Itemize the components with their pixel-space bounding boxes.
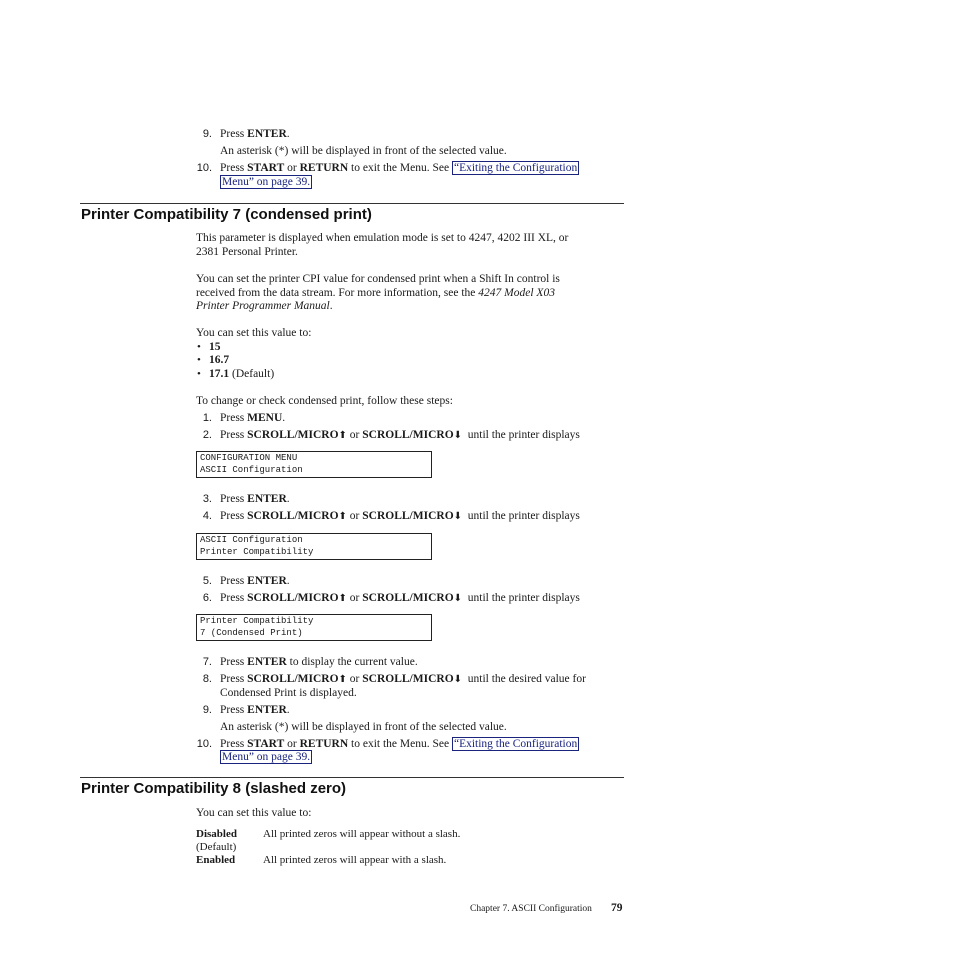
text-part: or: [346, 429, 363, 441]
key-name: ENTER: [247, 704, 287, 716]
display-line: ASCII Configuration: [200, 465, 303, 475]
text-part: or: [346, 673, 363, 685]
key-name: ENTER: [247, 656, 287, 668]
value-suffix: (Default): [229, 368, 275, 380]
definition-description: All printed zeros will appear with a slash.: [263, 854, 447, 866]
step-text: [220, 591, 580, 606]
step-text: [220, 127, 290, 141]
key-name: ENTER: [247, 575, 287, 587]
step-number: 5.: [202, 575, 212, 587]
step-text: [220, 737, 579, 751]
step-text: [220, 574, 290, 588]
step-text: [220, 703, 290, 717]
step-number: 4.: [202, 510, 212, 522]
values-intro: You can set this value to:: [196, 807, 312, 819]
step-number: 1.: [202, 412, 212, 424]
printer-display-panel: [196, 614, 432, 641]
printer-display-panel: [196, 451, 432, 478]
paragraph-line: 2381 Personal Printer.: [196, 246, 298, 258]
value-option: 17.1: [209, 368, 230, 380]
text-part: .: [286, 575, 290, 587]
text-part: Press: [220, 673, 248, 685]
definition-term-sub: (Default): [196, 841, 237, 853]
text-part: to exit the Menu. See: [348, 738, 452, 750]
paragraph-line: This parameter is displayed when emulation mode is set to 4247, 4202 III XL, or: [196, 232, 569, 244]
display-line: Printer Compatibility: [200, 547, 314, 557]
text-part: .: [286, 493, 290, 505]
text-part: Press: [220, 575, 248, 587]
step-text: [220, 509, 580, 524]
text-part: .: [282, 412, 286, 424]
term-name: Enabled: [196, 854, 236, 866]
step-number: 10.: [196, 738, 212, 750]
key-name: START: [247, 738, 285, 750]
key-name: SCROLL/MICRO: [362, 429, 454, 441]
up-arrow-icon: ⬆: [338, 511, 347, 522]
cross-reference-link[interactable]: [220, 175, 312, 189]
text-part: to display the current value.: [286, 656, 418, 668]
key-name: SCROLL/MICRO: [362, 673, 454, 685]
display-line: CONFIGURATION MENU: [200, 453, 298, 463]
text-part: until the printer displays: [467, 429, 580, 441]
text-part: Press: [220, 704, 248, 716]
link-text: Menu” on page 39: [222, 751, 308, 763]
bullet-item: [209, 353, 229, 367]
text-part: until the printer displays: [467, 592, 580, 604]
down-arrow-icon: ⬇: [453, 593, 463, 604]
key-name: RETURN: [299, 162, 349, 174]
step-text-continuation: Condensed Print is displayed.: [220, 687, 357, 699]
step-number: 6.: [202, 592, 212, 604]
step-text: [220, 655, 418, 669]
step-text: [220, 492, 290, 506]
section-heading: Printer Compatibility 7 (condensed print): [81, 206, 372, 223]
display-line: ASCII Configuration: [200, 535, 303, 545]
down-arrow-icon: ⬇: [453, 511, 463, 522]
step-note: An asterisk (*) will be displayed in front of the selected value.: [220, 721, 507, 733]
text-part: Press: [220, 493, 248, 505]
book-title: 4247 Model X03: [478, 287, 555, 299]
up-arrow-icon: ⬆: [338, 593, 347, 604]
bullet-item: [209, 340, 221, 354]
key-name: ENTER: [247, 493, 287, 505]
key-name: SCROLL/MICRO: [362, 510, 454, 522]
text-part: Press: [220, 656, 248, 668]
footer-chapter: Chapter 7. ASCII Configuration: [470, 904, 592, 914]
key-name: SCROLL/MICRO: [247, 510, 339, 522]
value-option: 15: [209, 341, 221, 353]
down-arrow-icon: ⬇: [453, 430, 463, 441]
step-text-continuation: [220, 750, 312, 764]
text-part: or: [284, 738, 300, 750]
step-text-part: .: [286, 128, 290, 140]
text-part: .: [286, 704, 290, 716]
display-line: 7 (Condensed Print): [200, 628, 303, 638]
down-arrow-icon: ⬇: [453, 674, 463, 685]
key-name: SCROLL/MICRO: [247, 592, 339, 604]
text-part: until the printer displays: [467, 510, 580, 522]
bullet-item: [209, 367, 274, 381]
step-number: 3.: [202, 493, 212, 505]
text-part: Press: [220, 429, 248, 441]
step-text-part: to exit the Menu. See: [348, 162, 452, 174]
up-arrow-icon: ⬆: [338, 674, 347, 685]
step-text-part: or: [284, 162, 300, 174]
text-part: Press: [220, 412, 248, 424]
up-arrow-icon: ⬆: [338, 430, 347, 441]
steps-intro: To change or check condensed print, follow these steps:: [196, 395, 453, 407]
definition-description: All printed zeros will appear without a slash.: [263, 828, 461, 840]
bullet-mark: •: [197, 368, 201, 380]
text-part: until the desired value for: [467, 673, 586, 685]
section-rule: [80, 203, 624, 204]
key-name: SCROLL/MICRO: [362, 592, 454, 604]
text-part: Press: [220, 510, 248, 522]
text-part: or: [346, 510, 363, 522]
step-number: 7.: [202, 656, 212, 668]
step-number: 10.: [196, 162, 212, 174]
paragraph-line: [196, 299, 333, 313]
text-part: or: [346, 592, 363, 604]
definition-term: [196, 854, 235, 867]
paragraph-line: [196, 286, 555, 300]
step-number: 2.: [202, 429, 212, 441]
text-part: Press: [220, 592, 248, 604]
definition-term: [196, 828, 237, 841]
step-text: [220, 161, 579, 175]
key-name: ENTER: [247, 128, 287, 140]
paragraph-line: You can set the printer CPI value for condensed print when a Shift In control is: [196, 273, 560, 285]
section-rule: [80, 777, 624, 778]
book-title: Printer Programmer Manual: [196, 300, 330, 312]
values-intro: You can set this value to:: [196, 327, 312, 339]
bullet-mark: •: [197, 341, 201, 353]
bullet-mark: •: [197, 354, 201, 366]
printer-display-panel: [196, 533, 432, 560]
section-heading: Printer Compatibility 8 (slashed zero): [81, 780, 347, 797]
term-name: Disabled: [196, 828, 237, 840]
page-number: 79: [611, 902, 623, 914]
text-part: .: [329, 300, 333, 312]
step-text-continuation: [220, 175, 312, 189]
text-part: Press: [220, 738, 248, 750]
link-text: Menu” on page 39: [222, 176, 308, 188]
step-number: 9.: [202, 704, 212, 716]
step-note: An asterisk (*) will be displayed in front of the selected value.: [220, 145, 507, 157]
link-text: .: [307, 751, 311, 763]
cross-reference-link[interactable]: “Exiting the Configuration: [453, 738, 578, 750]
link-text: .: [307, 176, 311, 188]
step-number: 9.: [202, 128, 212, 140]
key-name: START: [247, 162, 285, 174]
value-option: 16.7: [209, 354, 230, 366]
step-text: [220, 411, 285, 425]
cross-reference-link[interactable]: “Exiting the Configuration: [453, 162, 578, 174]
display-line: Printer Compatibility: [200, 616, 314, 626]
key-name: SCROLL/MICRO: [247, 429, 339, 441]
step-number: 8.: [202, 673, 212, 685]
cross-reference-link[interactable]: [220, 750, 312, 764]
key-name: SCROLL/MICRO: [247, 673, 339, 685]
step-text: [220, 672, 586, 687]
key-name: MENU: [247, 412, 283, 424]
text-part: received from the data stream. For more information, see the: [196, 287, 479, 299]
key-name: RETURN: [299, 738, 349, 750]
step-text-part: Press: [220, 128, 248, 140]
step-text: [220, 428, 580, 443]
step-text-part: Press: [220, 162, 248, 174]
